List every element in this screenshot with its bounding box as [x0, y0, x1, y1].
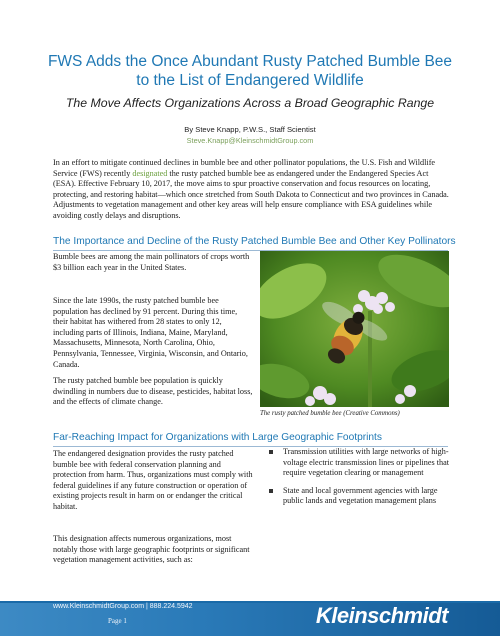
bullet-marker-icon [269, 450, 273, 454]
paragraph-decline: Since the late 1990s, the rusty patched bumble bee population has declined by 91 percent. During this time, their habitat has withered from 28 states to only 12, including parts of Illinois, Indiana, Maine, Maryland, Massachusetts, Minnesota, North Carolina, Ohio, Pennsylvania, Tennessee, Virginia, Wisconsin, and Ontario, Canada. [53, 296, 248, 369]
intro-text-2: the rusty patched bumble bee as endangered under the Endangered Species Act (ESA). Effective February 10, 2017, the move aims to spur proactive conservation and focus resources on locating, protecting, and restoring habitat—which once stretched from South Dakota to Connecticut and two provinces in Canada. Adjustments to vegetation management and other key areas will help ensure compliance with ESA guidelines while avoiding costly delays and disruptions. [53, 168, 449, 220]
designated-link[interactable]: designated [132, 168, 168, 178]
footer-contact[interactable]: www.KleinschmidtGroup.com | 888.224.5942 [53, 603, 193, 610]
bullet-text: Transmission utilities with large networks of high-voltage electric transmission lines or pipelines that require vegetation clearing or management [283, 447, 449, 478]
paragraph-threats: The rusty patched bumble bee population is quickly dwindling in numbers due to disease, pesticides, habitat loss, and the effects of climate change. [53, 376, 253, 407]
bumble-bee-photo [260, 251, 449, 407]
title-line-2: to the List of Endangered Wildlife [136, 72, 364, 89]
article-title [0, 52, 500, 90]
intro-paragraph [53, 158, 453, 222]
author-email-link[interactable]: Steve.Knapp@KleinschmidtGroup.com [186, 136, 314, 145]
page-number: Page 1 [108, 617, 127, 625]
section-heading-impact: Far-Reaching Impact for Organizations with Large Geographic Footprints [53, 432, 382, 443]
intro-text-1: In an effort to mitigate continued declines in bumble bee and other pollinator populations, the U.S. Fish and Wildlife Service (FWS) recently [53, 158, 436, 178]
list-item [269, 486, 449, 507]
list-item [269, 447, 449, 479]
paragraph-designation: The endangered designation provides the rusty patched bumble bee with federal conservation planning and protection from harm. Thus, organizations must comply with federal guidelines if any future construction or operation of existing projects result in harm on or endanger the critical habitat. [53, 449, 253, 511]
kleinschmidt-logo: Kleinschmidt [315, 603, 448, 628]
photo-caption: The rusty patched bumble bee (Creative Commons) [260, 410, 400, 417]
bullet-text: State and local government agencies with large public lands and vegetation management plans [283, 485, 438, 506]
title-line-1: FWS Adds the Once Abundant Rusty Patched Bumble Bee [47, 53, 453, 70]
affected-orgs-list [269, 447, 449, 514]
paragraph-pollinators: Bumble bees are among the main pollinators of crops worth $3 billion each year in the United States. [53, 252, 250, 272]
bullet-marker-icon [269, 489, 273, 493]
author-byline: By Steve Knapp, P.W.S., Staff Scientist [184, 125, 316, 134]
paragraph-affected-orgs: This designation affects numerous organizations, most notably those with large geographic footprints or significant vegetation management activities, such as: [53, 534, 250, 565]
article-subtitle: The Move Affects Organizations Across a Broad Geographic Range [65, 96, 435, 110]
section-heading-importance: The Importance and Decline of the Rusty Patched Bumble Bee and Other Key Pollinators [53, 236, 456, 247]
